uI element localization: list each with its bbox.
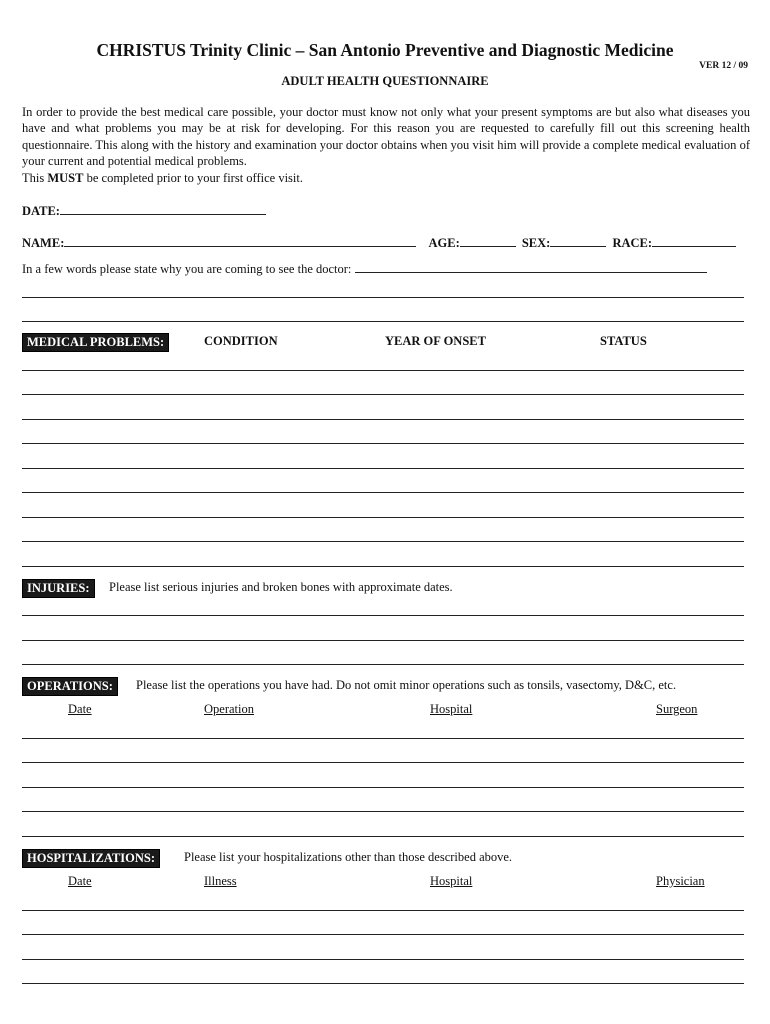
medical-problem-line[interactable] <box>22 541 744 542</box>
medical-problem-line[interactable] <box>22 443 744 444</box>
hospitalization-line[interactable] <box>22 983 744 984</box>
must-notice <box>22 170 750 186</box>
reason-input[interactable] <box>355 260 707 273</box>
operation-line[interactable] <box>22 836 744 837</box>
race-label: RACE: <box>612 236 653 250</box>
medical-problem-line[interactable] <box>22 492 744 493</box>
hospitalization-line[interactable] <box>22 910 744 911</box>
operations-date-column-header: Date <box>68 702 92 716</box>
hospitalizations-physician-column-header: Physician <box>656 874 705 888</box>
status-column-header: STATUS <box>600 334 647 348</box>
operation-line[interactable] <box>22 787 744 788</box>
year-of-onset-column-header: YEAR OF ONSET <box>385 334 486 348</box>
operations-operation-column-header: Operation <box>204 702 254 716</box>
must-word: MUST <box>47 170 84 185</box>
medical-problem-line[interactable] <box>22 370 744 371</box>
sex-label: SEX: <box>521 236 551 250</box>
form-title: CHRISTUS Trinity Clinic – San Antonio Preventive and Diagnostic Medicine <box>96 40 674 60</box>
form-subtitle: ADULT HEALTH QUESTIONNAIRE <box>281 74 489 88</box>
age-input[interactable] <box>460 234 516 247</box>
must-prefix: This <box>22 170 48 185</box>
date-label: DATE: <box>22 204 60 218</box>
date-field <box>22 202 266 219</box>
operation-line[interactable] <box>22 738 744 739</box>
operation-line[interactable] <box>22 811 744 812</box>
hospitalizations-heading: HOSPITALIZATIONS: <box>22 849 160 868</box>
injuries-heading: INJURIES: <box>22 579 95 598</box>
version-label: VER 12 / 09 <box>699 61 748 71</box>
medical-problem-line[interactable] <box>22 468 744 469</box>
hospitalizations-hospital-column-header: Hospital <box>430 874 473 888</box>
medical-problem-line[interactable] <box>22 394 744 395</box>
injury-line[interactable] <box>22 640 744 641</box>
operations-heading: OPERATIONS: <box>22 677 118 696</box>
operations-surgeon-column-header: Surgeon <box>656 702 698 716</box>
hospitalizations-date-column-header: Date <box>68 874 92 888</box>
name-row <box>22 234 736 251</box>
intro-text <box>22 104 750 186</box>
injuries-instruction: Please list serious injuries and broken bones with approximate dates. <box>109 580 453 594</box>
reason-line[interactable] <box>22 321 744 322</box>
must-suffix: be completed prior to your first office visit. <box>83 170 303 185</box>
race-input[interactable] <box>652 234 736 247</box>
condition-column-header: CONDITION <box>204 334 278 348</box>
intro-paragraph: In order to provide the best medical care possible, your doctor must know not only what your present symptoms are but also what diseases you have and what problems you may be at risk for developing. For this reason you are requested to carefully fill out this screening health questionnaire. This along with the history and examination your doctor obtains when you visit him will provide a complete medical evaluation of your current and potential medical problems. <box>22 105 750 169</box>
medical-problems-heading: MEDICAL PROBLEMS: <box>22 333 169 352</box>
operations-hospital-column-header: Hospital <box>430 702 473 716</box>
hospitalizations-instruction: Please list your hospitalizations other than those described above. <box>184 850 513 864</box>
hospitalizations-illness-column-header: Illness <box>204 874 237 888</box>
medical-problem-line[interactable] <box>22 566 744 567</box>
medical-problem-line[interactable] <box>22 419 744 420</box>
injury-line[interactable] <box>22 615 744 616</box>
reason-row <box>22 260 707 277</box>
injury-line[interactable] <box>22 664 744 665</box>
reason-label: In a few words please state why you are coming to see the doctor: <box>22 262 352 276</box>
name-input[interactable] <box>64 234 416 247</box>
sex-input[interactable] <box>550 234 606 247</box>
operation-line[interactable] <box>22 762 744 763</box>
medical-problem-line[interactable] <box>22 517 744 518</box>
hospitalization-line[interactable] <box>22 959 744 960</box>
name-label: NAME: <box>22 236 65 250</box>
date-input[interactable] <box>60 202 266 215</box>
age-label: AGE: <box>428 236 460 250</box>
hospitalization-line[interactable] <box>22 934 744 935</box>
reason-line[interactable] <box>22 297 744 298</box>
operations-instruction: Please list the operations you have had. Do not omit minor operations such as tonsils, vasectomy, D&C, etc. <box>136 678 677 692</box>
